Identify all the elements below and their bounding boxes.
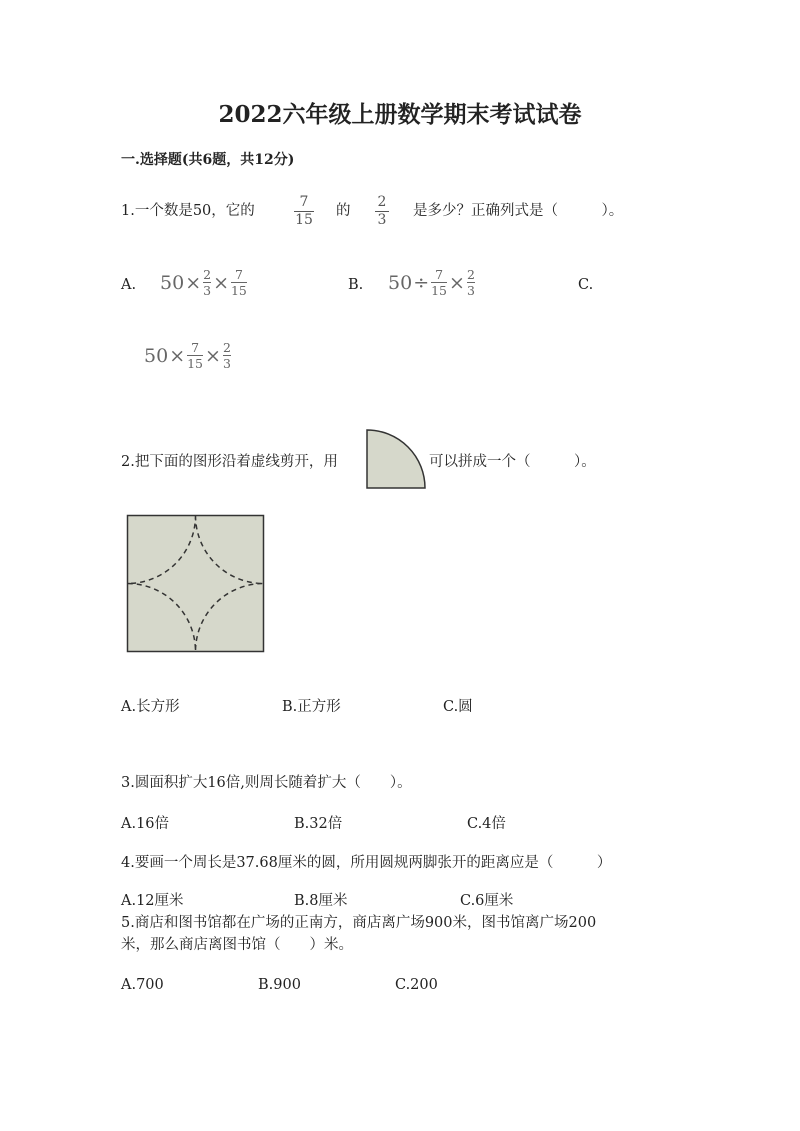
expr-den: 15 bbox=[230, 283, 247, 298]
expr-num: 2 bbox=[203, 267, 212, 282]
q1-text-pre: 1.一个数是50，它的 bbox=[121, 203, 255, 219]
expr-num: 2 bbox=[466, 267, 475, 282]
q1-frac1-den: 15 bbox=[295, 212, 313, 228]
expr-den: 3 bbox=[222, 356, 231, 371]
expr-fraction bbox=[187, 341, 203, 370]
q3-text: 3.圆面积扩大16倍,则周长随着扩大（ ）。 bbox=[121, 775, 412, 791]
q1-frac2-num: 2 bbox=[377, 194, 387, 210]
q3-option-c: C.4倍 bbox=[467, 816, 506, 832]
expr-num: 7 bbox=[435, 267, 444, 282]
section-heading: 一.选择题(共6题，共12分) bbox=[121, 152, 295, 168]
expr-number: 50 bbox=[388, 271, 413, 294]
q2-option-a: A.长方形 bbox=[121, 699, 180, 715]
q1-option-a-label: A. bbox=[121, 277, 137, 293]
q2-text-pre: 2.把下面的图形沿着虚线剪开，用 bbox=[121, 454, 338, 470]
q1-option-b-expression bbox=[388, 268, 476, 297]
page-title: 2022六年级上册数学期末考试试卷 bbox=[218, 101, 582, 128]
q2-text-post: 可以拼成一个（ ）。 bbox=[429, 454, 596, 470]
q3-option-b: B.32倍 bbox=[294, 816, 343, 832]
q1-fraction-2-3 bbox=[375, 195, 389, 228]
expr-number: 50 bbox=[160, 271, 185, 294]
expr-fraction bbox=[223, 341, 231, 370]
q4-option-a: A.12厘米 bbox=[121, 893, 184, 909]
expr-num: 7 bbox=[191, 340, 200, 355]
expr-den: 3 bbox=[466, 283, 475, 298]
q4-text: 4.要画一个周长是37.68厘米的圆，所用圆规两脚张开的距离应是（ ） bbox=[121, 855, 612, 871]
expr-fraction bbox=[203, 268, 211, 297]
q1-option-c-label: C. bbox=[578, 277, 594, 293]
q5-text-line1: 5.商店和图书馆都在广场的正南方，商店离广场900米，图书馆离广场200 bbox=[121, 915, 597, 931]
q3-option-a: A.16倍 bbox=[121, 816, 170, 832]
q1-option-b-label: B. bbox=[348, 277, 364, 293]
expr-operator: × bbox=[213, 271, 229, 294]
q4-option-b: B.8厘米 bbox=[294, 893, 348, 909]
expr-den: 3 bbox=[203, 283, 212, 298]
q1-option-a-expression bbox=[160, 268, 248, 297]
q5-text-line2: 米，那么商店离图书馆（ ）米。 bbox=[121, 937, 353, 953]
q1-option-c-expression bbox=[144, 341, 232, 370]
expr-number: 50 bbox=[144, 344, 169, 367]
expr-operator: × bbox=[449, 271, 465, 294]
expr-operator: × bbox=[169, 344, 186, 367]
expr-num: 2 bbox=[222, 340, 231, 355]
q1-frac1-num: 7 bbox=[299, 194, 309, 210]
q1-frac2-den: 3 bbox=[377, 212, 387, 228]
expr-num: 7 bbox=[234, 267, 243, 282]
expr-fraction bbox=[231, 268, 247, 297]
q4-option-c: C.6厘米 bbox=[460, 893, 514, 909]
quarter-circle-figure bbox=[364, 428, 428, 492]
expr-den: 15 bbox=[431, 283, 448, 298]
q2-option-b: B.正方形 bbox=[282, 699, 341, 715]
square-cut-figure bbox=[126, 514, 266, 654]
q2-option-c: C.圆 bbox=[443, 699, 473, 715]
expr-operator: × bbox=[205, 344, 221, 367]
q1-fraction-7-15 bbox=[294, 195, 314, 228]
expr-den: 15 bbox=[187, 356, 204, 371]
q5-option-b: B.900 bbox=[258, 977, 301, 993]
q1-text-mid: 的 bbox=[336, 203, 351, 219]
expr-fraction bbox=[431, 268, 447, 297]
q5-option-c: C.200 bbox=[395, 977, 438, 993]
expr-fraction bbox=[467, 268, 475, 297]
q1-text-post: 是多少？正确列式是（ ）。 bbox=[413, 203, 624, 219]
q5-option-a: A.700 bbox=[121, 977, 164, 993]
expr-operator: ÷ bbox=[413, 271, 430, 294]
expr-operator: × bbox=[185, 271, 202, 294]
